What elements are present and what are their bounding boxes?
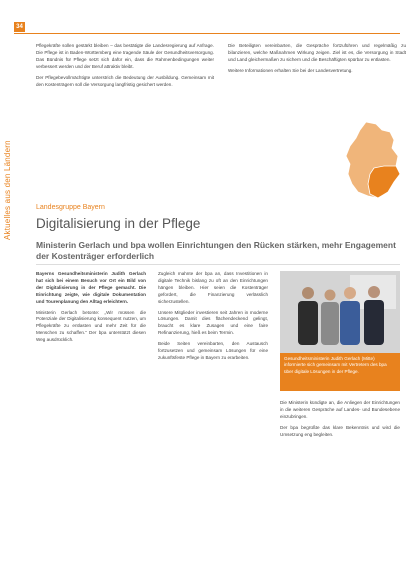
top-right-paragraph: Weitere Informationen erhalten Sie bei der Landesvertretung. <box>228 67 353 73</box>
top-rule <box>14 33 400 34</box>
body-column-2 <box>158 271 268 366</box>
photo-caption: Gesundheitsministerin Judith Gerlach (Mitte) informierte sich gemeinsam mit Vertretern des bpa über digitale Lösungen in der Pflege. <box>280 353 400 391</box>
top-left-paragraph: Der Pflegebevollmächtigte unterstrich die Bedeutung der Ausbildung. Gemeinsam mit den Kostenträgern soll die Versorgung langfristig gesichert werden. <box>36 74 214 87</box>
germany-map <box>338 120 408 200</box>
body-column-3 <box>280 400 400 443</box>
article-subheadline: Ministerin Gerlach und bpa wollen Einrichtungen den Rücken stärken, mehr Engagement der Kostenträger erforderlich <box>36 240 396 261</box>
top-right-paragraph: Die Beteiligten vereinbarten, die Gespräche fortzuführen und regelmäßig zu bilanzieren, welche Maßnahmen Wirkung zeigen. Ziel ist es, die Versorgung in Stadt und Land gleichermaßen zu sichern und die Beschäftigten spürbar zu entlasten. <box>228 43 406 62</box>
body-paragraph: Die Ministerin kündigte an, die Anliegen der Einrichtungen in die weiteren Gespräche auf Landes- und Bundesebene einzubringen. <box>280 400 400 419</box>
page-number: 34 <box>14 22 25 32</box>
top-left-column <box>36 43 214 92</box>
body-paragraph: Beide Seiten vereinbarten, den Austausch fortzusetzen und gemeinsam Lösungen für eine zukunftsfeste Pflege in Bayern zu erarbeiten. <box>158 341 268 360</box>
body-paragraph: Der bpa begrüßte das klare Bekenntnis und wird die Umsetzung eng begleiten. <box>280 424 400 437</box>
photo-illustration <box>280 271 400 353</box>
side-label-text: Aktuelles aus den Ländern <box>3 140 12 240</box>
article-headline: Digitalisierung in der Pflege <box>36 216 201 231</box>
body-paragraph: Ministerin Gerlach betonte: „Wir müssen die Potenziale der Digitalisierung konsequent nutzen, um Pflegekräfte zu entlasten und mehr Zeit für die Menschen zu schaffen.“ Der bpa unterstützt diesen Weg ausdrücklich. <box>36 309 146 343</box>
body-column-1 <box>36 271 146 348</box>
mid-rule <box>36 264 400 265</box>
category-label: Landesgruppe Bayern <box>36 204 105 211</box>
top-right-column <box>228 43 406 79</box>
top-left-paragraph: Pflegekräfte sollen gestärkt bleiben – das bestätigte die Landesregierung auf Anfrage. Die Pflege ist in Baden-Württemberg eine tragende Säule der Gesundheitsversorgung. Das Bündnis für Pflege setzt sich dafür ein, dass die Rahmenbedingungen weiter verbessert werden und der Beruf attraktiv bleibt. <box>36 43 214 69</box>
lead-paragraph: Bayerns Gesundheitsministerin Judith Gerlach hat sich bei einem Besuch vor Ort ein Bild von der Digitalisierung in der Pflege gemacht. Die Einrichtung zeigte, wie digitale Dokumentation und Tourenplanung den Alltag erleichtern. <box>36 271 146 304</box>
side-label <box>3 40 15 240</box>
body-paragraph: Unsere Mitglieder investieren seit Jahren in moderne Lösungen. Damit dies flächendeckend gelingt, braucht es klare Zusagen und eine faire Refinanzierung, hieß es beim Termin. <box>158 309 268 336</box>
body-paragraph: Zugleich mahnte der bpa an, dass Investitionen in digitale Technik bislang zu oft an den Einrichtungen hängen bleiben. Hier seien die Kostenträger gefordert, die Finanzierung verlässlich sicherzustellen. <box>158 271 268 304</box>
article-photo <box>280 271 400 353</box>
bavaria-region <box>368 166 400 198</box>
